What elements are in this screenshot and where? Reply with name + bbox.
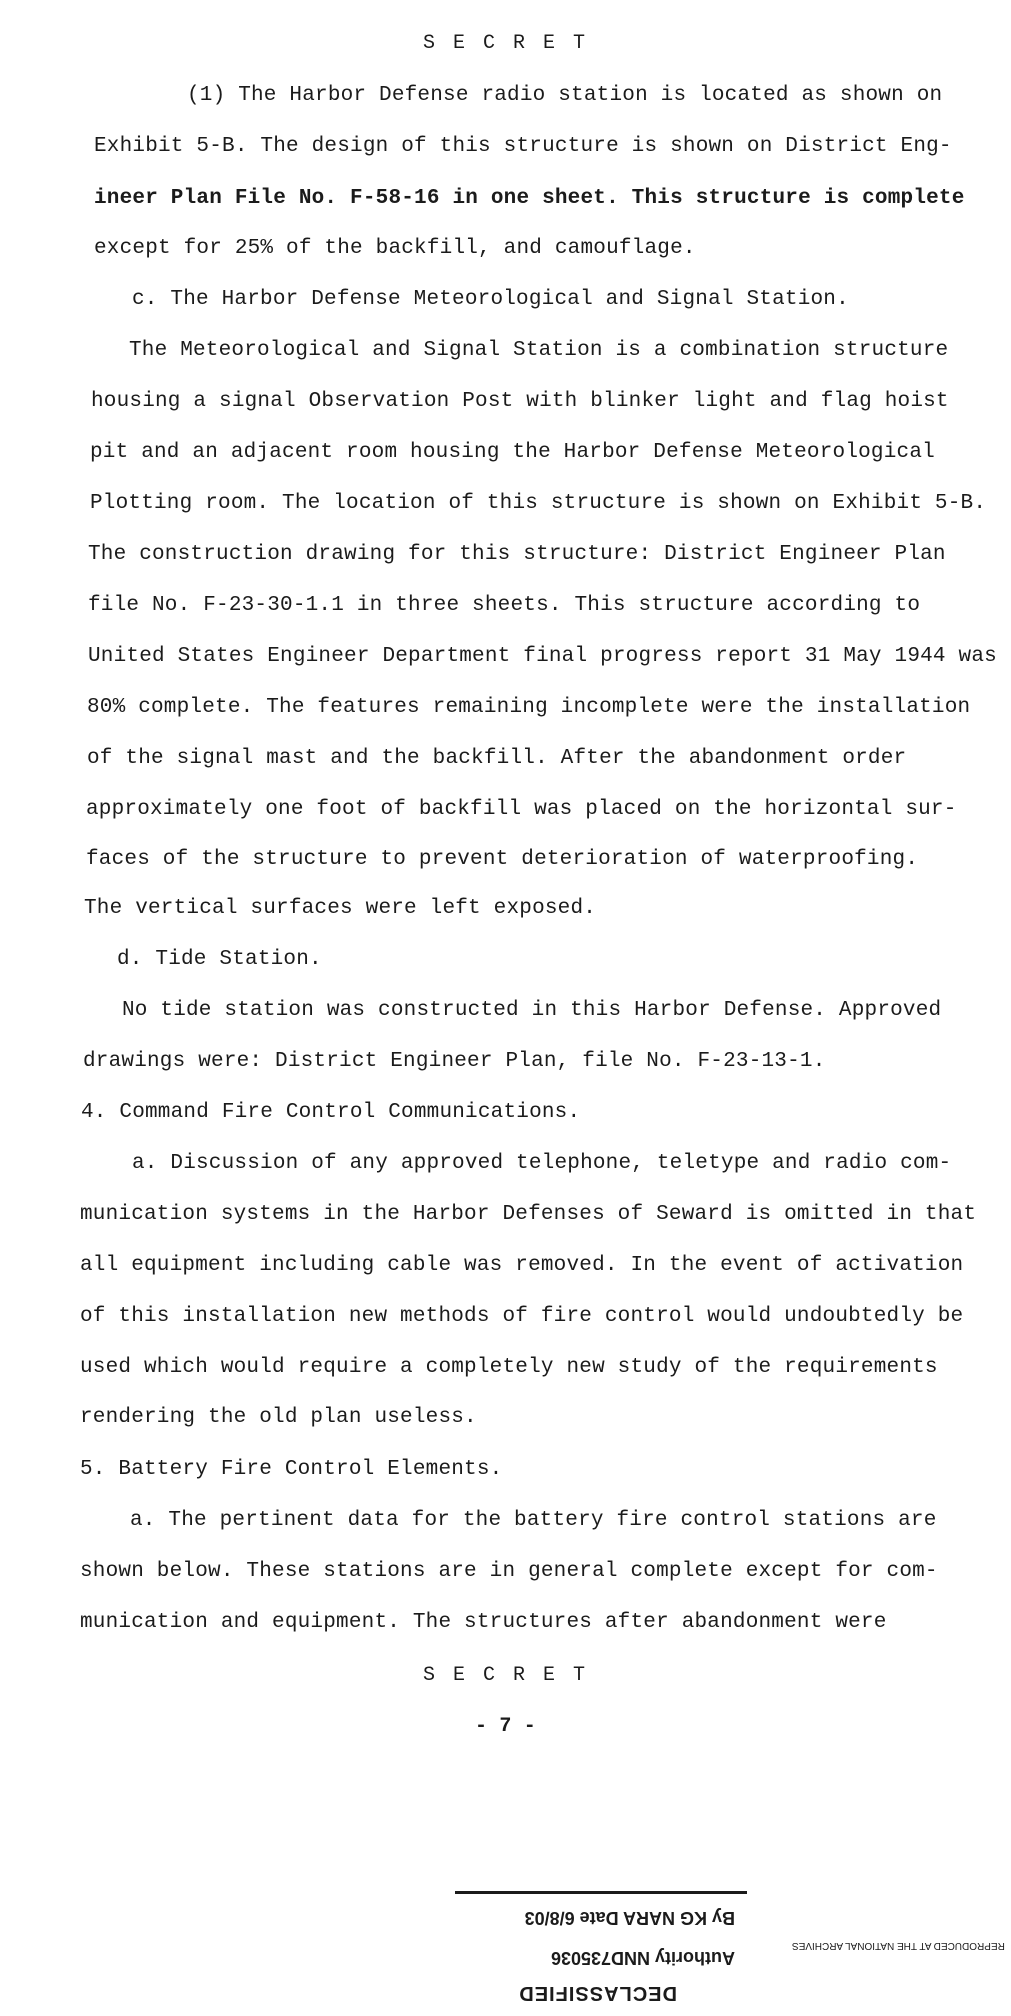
- text-line: housing a signal Observation Post with blinker light and flag hoist: [91, 390, 949, 413]
- text-line: pit and an adjacent room housing the Harbor Defense Meteorological: [90, 441, 935, 464]
- header-classification: S E C R E T: [422, 32, 589, 55]
- text-line: rendering the old plan useless.: [80, 1406, 477, 1429]
- stamp-rule: [455, 1891, 747, 1894]
- text-line: drawings were: District Engineer Plan, file No. F-23-13-1.: [83, 1050, 826, 1073]
- section-heading: 4. Command Fire Control Communications.: [81, 1101, 581, 1124]
- text-line: faces of the structure to prevent deterioration of waterproofing.: [86, 848, 919, 871]
- page-number: - 7 -: [474, 1715, 536, 1738]
- archives-notice: REPRODUCED AT THE NATIONAL ARCHIVES: [792, 1940, 1005, 1951]
- text-line: The Meteorological and Signal Station is a combination structure: [129, 339, 949, 362]
- text-line: munication and equipment. The structures after abandonment were: [80, 1611, 887, 1634]
- footer-classification: S E C R E T: [422, 1664, 589, 1687]
- section-heading: d. Tide Station.: [117, 948, 322, 971]
- text-line: ineer Plan File No. F-58-16 in one sheet. This structure is complete: [94, 187, 965, 210]
- text-line: a. The pertinent data for the battery fire control stations are: [130, 1509, 937, 1532]
- text-line: file No. F-23-30-1.1 in three sheets. This structure according to: [88, 594, 921, 617]
- declassification-stamp: [455, 1880, 747, 2012]
- text-line: United States Engineer Department final progress report 31 May 1944 was: [88, 645, 997, 668]
- text-line: (1) The Harbor Defense radio station is located as shown on: [187, 84, 943, 107]
- stamp-by-date: By KG NARA Date 6/8/03: [524, 1908, 735, 1928]
- text-line: all equipment including cable was removed. In the event of activation: [80, 1254, 964, 1277]
- text-line: No tide station was constructed in this Harbor Defense. Approved: [122, 999, 942, 1022]
- text-line: approximately one foot of backfill was placed on the horizontal sur-: [86, 798, 957, 821]
- text-line: a. Discussion of any approved telephone, teletype and radio com-: [132, 1152, 952, 1175]
- stamp-authority: Authority NND735036: [550, 1948, 735, 1968]
- section-heading: 5. Battery Fire Control Elements.: [80, 1458, 503, 1481]
- text-line: Exhibit 5-B. The design of this structure is shown on District Eng-: [94, 135, 952, 158]
- stamp-declassified: DECLASSIFIED: [518, 1982, 677, 2004]
- text-line: The construction drawing for this structure: District Engineer Plan: [88, 543, 946, 566]
- text-line: Plotting room. The location of this structure is shown on Exhibit 5-B.: [90, 492, 987, 515]
- text-line: 80% complete. The features remaining incomplete were the installation: [87, 696, 971, 719]
- text-line: except for 25% of the backfill, and camouflage.: [94, 237, 696, 260]
- text-line: munication systems in the Harbor Defenses of Seward is omitted in that: [80, 1203, 977, 1226]
- section-heading: c. The Harbor Defense Meteorological and Signal Station.: [132, 288, 849, 311]
- text-line: used which would require a completely new study of the requirements: [80, 1356, 938, 1379]
- text-line: shown below. These stations are in general complete except for com-: [80, 1560, 938, 1583]
- text-line: of this installation new methods of fire control would undoubtedly be: [80, 1305, 964, 1328]
- text-line: The vertical surfaces were left exposed.: [84, 897, 597, 920]
- text-line: of the signal mast and the backfill. After the abandonment order: [87, 747, 907, 770]
